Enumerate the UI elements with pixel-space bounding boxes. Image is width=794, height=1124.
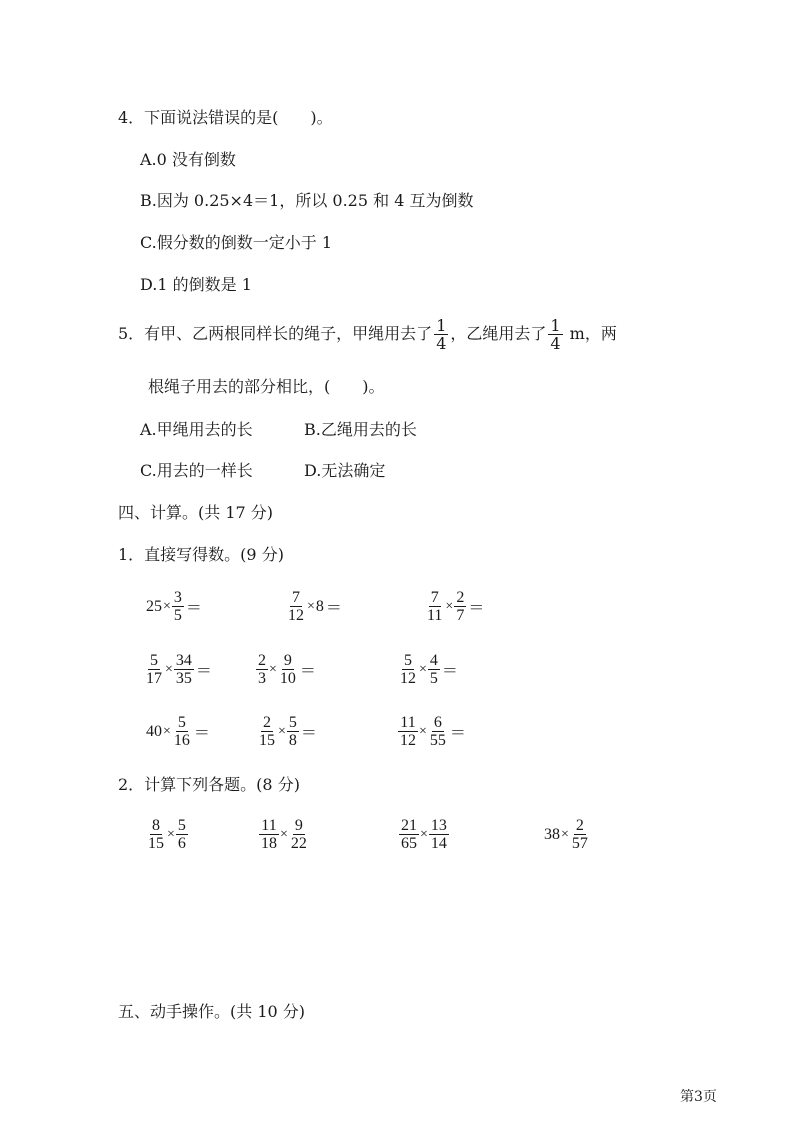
calc-expr-3: $\frac{21}{65}$ × $\frac{13}{14}$: [401, 817, 447, 852]
fraction: $\frac{5}{6}$: [177, 817, 186, 852]
calc-expr-2: $\frac{11}{18}$ × $\frac{9}{22}$: [261, 817, 307, 852]
fraction: $\frac{7}{12}$: [288, 589, 304, 624]
section-5-title: 五、动手操作。(共 10 分): [118, 1002, 306, 1021]
question-5-stem-line-2: 根绳子用去的部分相比，( )。: [148, 377, 385, 396]
question-4-stem: 4．下面说法错误的是( )。: [118, 108, 333, 127]
question-5-option-b: B.乙绳用去的长: [304, 420, 417, 439]
fraction: $\frac{8}{15}$: [148, 817, 164, 852]
direct-expr-7: 40 × $\frac{5}{16}$ ＝: [146, 714, 210, 749]
section-4-title: 四、计算。(共 17 分): [118, 503, 274, 522]
direct-expr-2: $\frac{7}{12}$ × 8 ＝: [288, 589, 342, 624]
question-4-option-b: B.因为 0.25×4＝1，所以 0.25 和 4 互为倒数: [140, 191, 474, 210]
fraction: $\frac{2}{15}$: [259, 714, 275, 749]
question-5-text-1: 5．有甲、乙两根同样长的绳子，甲绳用去了: [118, 324, 433, 343]
question-4-option-d: D.1 的倒数是 1: [140, 275, 252, 294]
fraction: $\frac{13}{14}$: [430, 817, 447, 852]
fraction: $\frac{9}{22}$: [290, 817, 307, 852]
fraction: $\frac{2}{57}$: [571, 817, 588, 852]
question-5-option-a: A.甲绳用去的长: [140, 420, 253, 439]
question-5-stem: [118, 316, 617, 352]
fraction: $\frac{5}{12}$: [400, 652, 416, 687]
fraction: $\frac{4}{5}$: [429, 652, 438, 687]
calc-expr-1: $\frac{8}{15}$ × $\frac{5}{6}$: [148, 817, 186, 852]
section-4-sub-2: 2．计算下列各题。(8 分): [118, 775, 300, 794]
fraction: $\frac{7}{11}$: [427, 589, 443, 624]
fraction: $\frac{2}{3}$: [258, 652, 266, 687]
fraction: $\frac{2}{7}$: [456, 589, 465, 624]
fraction: $\frac{11}{18}$: [261, 817, 277, 852]
fraction: $\frac{21}{65}$: [401, 817, 417, 852]
fraction: $\frac{1}{4}$: [550, 316, 561, 353]
section-4-sub-1: 1．直接写得数。(9 分): [118, 545, 284, 564]
question-5-text-2: ，乙绳用去了: [450, 324, 547, 343]
page-number: 第3页: [680, 1089, 717, 1105]
direct-expr-8: $\frac{2}{15}$ × $\frac{5}{8}$ ＝: [259, 714, 317, 749]
fraction: $\frac{11}{12}$: [400, 714, 416, 749]
direct-expr-4: $\frac{5}{17}$ × $\frac{34}{35}$ ＝: [146, 652, 212, 687]
question-5-text-3: m，两: [564, 324, 617, 343]
fraction: $\frac{1}{4}$: [436, 316, 447, 353]
question-4-option-a: A.0 没有倒数: [140, 150, 236, 169]
fraction: $\frac{5}{16}$: [173, 714, 190, 749]
question-4-option-c: C.假分数的倒数一定小于 1: [140, 233, 333, 252]
fraction: $\frac{9}{10}$: [279, 652, 296, 687]
direct-expr-9: $\frac{11}{12}$ × $\frac{6}{55}$ ＝: [400, 714, 466, 749]
direct-expr-5: $\frac{2}{3}$ × $\frac{9}{10}$ ＝: [258, 652, 316, 687]
direct-expr-3: $\frac{7}{11}$ × $\frac{2}{7}$ ＝: [427, 589, 485, 624]
fraction: $\frac{5}{8}$: [288, 714, 297, 749]
fraction: $\frac{3}{5}$: [173, 589, 182, 624]
fraction: $\frac{34}{35}$: [175, 652, 192, 687]
direct-expr-6: $\frac{5}{12}$ × $\frac{4}{5}$ ＝: [400, 652, 458, 687]
question-5-option-c: C.用去的一样长: [140, 461, 253, 480]
fraction: $\frac{5}{17}$: [146, 652, 162, 687]
direct-expr-1: 25 × $\frac{3}{5}$ ＝: [146, 589, 202, 624]
calc-expr-4: 38 × $\frac{2}{57}$: [544, 817, 588, 852]
fraction: $\frac{6}{55}$: [429, 714, 446, 749]
question-5-option-d: D.无法确定: [304, 461, 386, 480]
